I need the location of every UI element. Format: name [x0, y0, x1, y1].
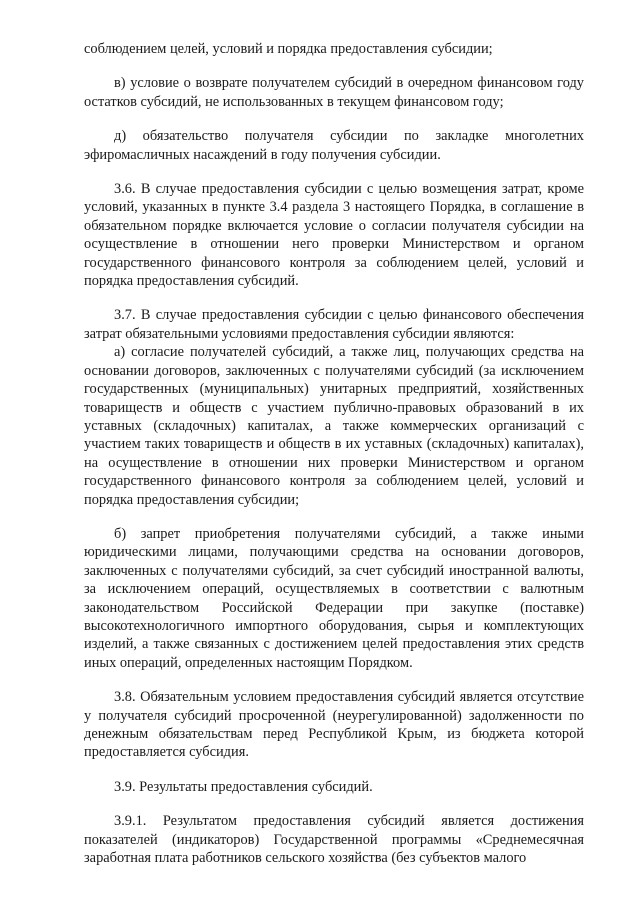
paragraph-clause-b: б) запрет приобретения получателями субсидий, а также иными юридическими лицами, получающими средства на основании договоров, заключенных с получателями субсидий, за счет субсидий иностранной валюты, за исключением операций, осуществляемых в соответствии с валютным законодательством Российской Федерации при закупке (поставке) высокотехнологичного импортного оборудования, сырья и комплектующих изделий, а также связанных с достижением целей предоставления этих средств иных операций, определенных настоящим Порядком.	[84, 525, 584, 671]
paragraph-clause-v: в) условие о возврате получателем субсидий в очередном финансовом году остатков субсидий, не использованных в текущем финансовом году;	[84, 75, 584, 110]
paragraph-3-9-1: 3.9.1. Результатом предоставления субсидий является достижения показателей (индикаторов) Государственной программы «Среднемесячная заработная плата работников сельского хозяйства (без субъектов малого	[84, 813, 584, 867]
paragraph-3-9-heading: 3.9. Результаты предоставления субсидий.	[114, 778, 373, 795]
paragraph-clause-a: а) согласие получателей субсидий, а также лиц, получающих средства на основании договоров, заключенных с получателями субсидий (за исключением государственных (муниципальных) унитарных предприятий, хозяйственных товариществ и обществ с участием публично-правовых образований в их уставных (складочных) капиталах, а также коммерческих организаций с участием таких товариществ и обществ в их уставных (складочных) капиталах), на осуществление в отношении них проверки Министерством и органом государственного финансового контроля за соблюдением целей, условий и порядка предоставления субсидии;	[84, 344, 584, 508]
document-body	[84, 40, 584, 883]
paragraph-clause-d: д) обязательство получателя субсидии по закладке многолетних эфиромасличных насаждений в году получения субсидии.	[84, 128, 584, 163]
paragraph-continuation: соблюдением целей, условий и порядка предоставления субсидии;	[84, 41, 493, 57]
paragraph-3-8: 3.8. Обязательным условием предоставления субсидий является отсутствие у получателя субсидий просроченной (неурегулированной) задолженности по денежным обязательствам перед Республикой Крым, из бюджета которой предоставляется субсидия.	[84, 689, 584, 761]
paragraph-3-6: 3.6. В случае предоставления субсидии с целью возмещения затрат, кроме условий, указанных в пункте 3.4 раздела 3 настоящего Порядка, в соглашение в обязательном порядке включается условие о согласии получателя субсидии на осуществление в отношении него проверки Министерством и органом государственного финансового контроля за соблюдением целей, условий и порядка предоставления субсидий.	[84, 181, 584, 290]
paragraph-3-7: 3.7. В случае предоставления субсидии с целью финансового обеспечения затрат обязательными условиями предоставления субсидии являются:	[84, 307, 584, 342]
